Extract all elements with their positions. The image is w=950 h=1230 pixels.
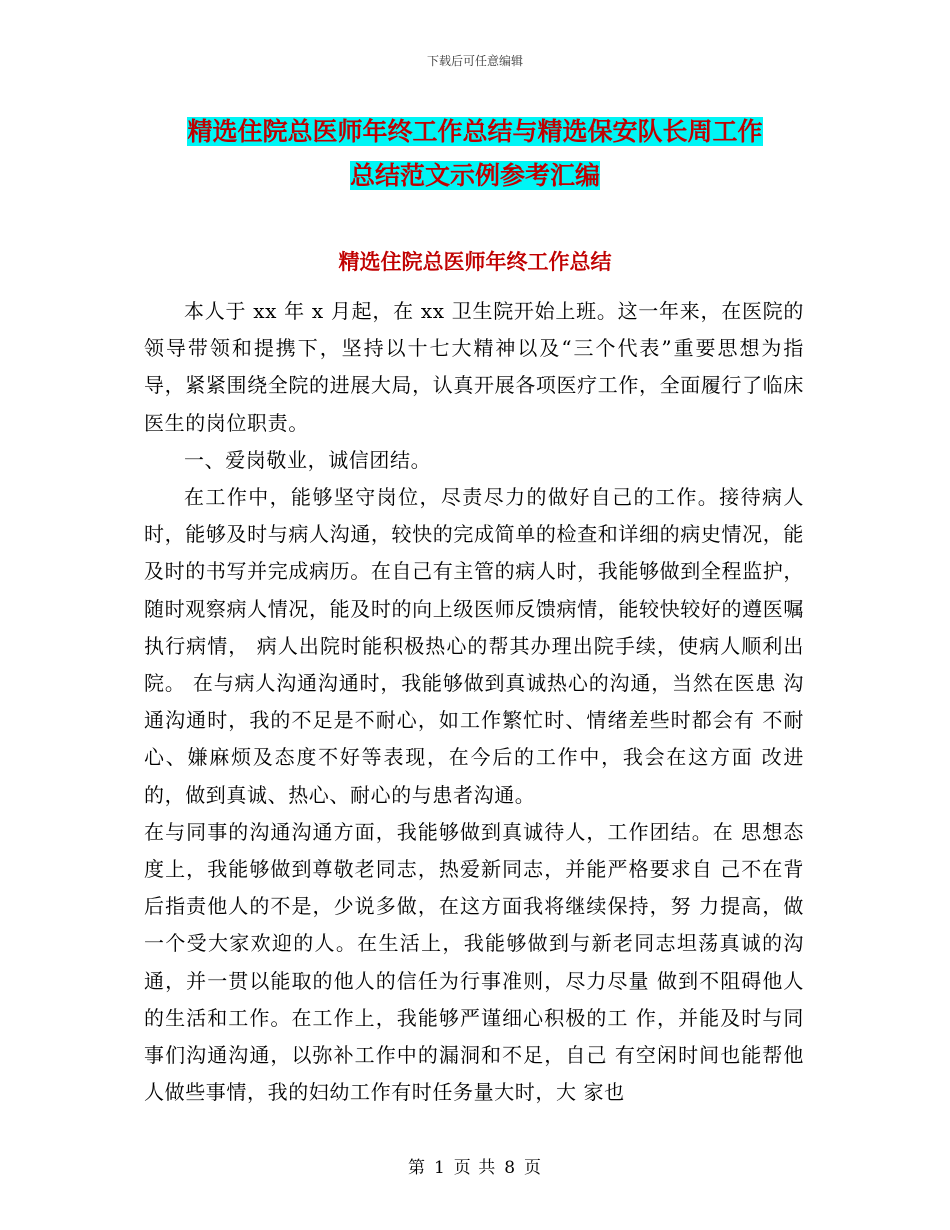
page-label-mid: 页 共 (453, 1158, 497, 1178)
paragraph: 本人于 xx 年 x 月起，在 xx 卫生院开始上班。这一年来，在医院的领导带领和提携下，坚持以十七大精神以及“三个代表”重要思想为指导，紧紧围绕全院的进展大局，认真开展各项医疗工作，全面履行了临床医生的岗位职责。 (144, 299, 804, 435)
header-note: 下载后可任意编辑 (426, 54, 523, 68)
paragraph: 在工作中，能够坚守岗位，尽责尽力的做好自己的工作。接待病人时，能够及时与病人沟通，较快的完成简单的检查和详细的病史情况，能及时的书写并完成病历。在自己有主管的病人时，我能够做到全程监护，随时观察病人情况，能及时的向上级医师反馈病情，能较快较好的遵医嘱执行病情， 病人出院时能积极热心的帮其办理出院手续，使病人顺利出院。 在与病人沟通沟通时，我能够做到真诚热心的沟通，当然在医患 沟通沟通时，我的不足是不耐心，如工作繁忙时、情绪差些时都会有 不耐心、嫌麻烦及态度不好等表现，在今后的工作中，我会在这方面 改进的，做到真诚、热心、耐心的与患者沟通。 (144, 485, 804, 807)
page-label-suffix: 页 (524, 1158, 543, 1178)
total-pages: 8 (504, 1158, 517, 1178)
title-line-1: 精选住院总医师年终工作总结与精选保安队长周工作 (187, 117, 763, 146)
section-heading: 一、爱岗敬业，诚信团结。 (184, 447, 432, 472)
document-title (120, 110, 830, 198)
section-title: 精选住院总医师年终工作总结 (338, 250, 612, 274)
page-footer (0, 1153, 950, 1178)
title-line-2: 总结范文示例参考汇编 (349, 161, 600, 190)
page-label-prefix: 第 (407, 1158, 426, 1178)
document-body (144, 293, 804, 1111)
paragraph: 在与同事的沟通沟通方面，我能够做到真诚待人，工作团结。在 思想态度上，我能够做到尊敬老同志，热爱新同志，并能严格要求自 己不在背后指责他人的不是，少说多做，在这方面我将继续保持，努 力提高，做一个受大家欢迎的人。在生活上，我能够做到与新老同志坦荡真诚的沟通，并一贯以能取的他人的信任为行事准则，尽力尽量 做到不阻碍他人的生活和工作。在工作上，我能够严谨细心积极的工 作，并能及时与同事们沟通沟通，以弥补工作中的漏洞和不足，自己 有空闲时间也能帮他人做些事情，我的妇幼工作有时任务量大时，大 家也 (144, 819, 804, 1105)
page-number: 1 (433, 1158, 446, 1178)
